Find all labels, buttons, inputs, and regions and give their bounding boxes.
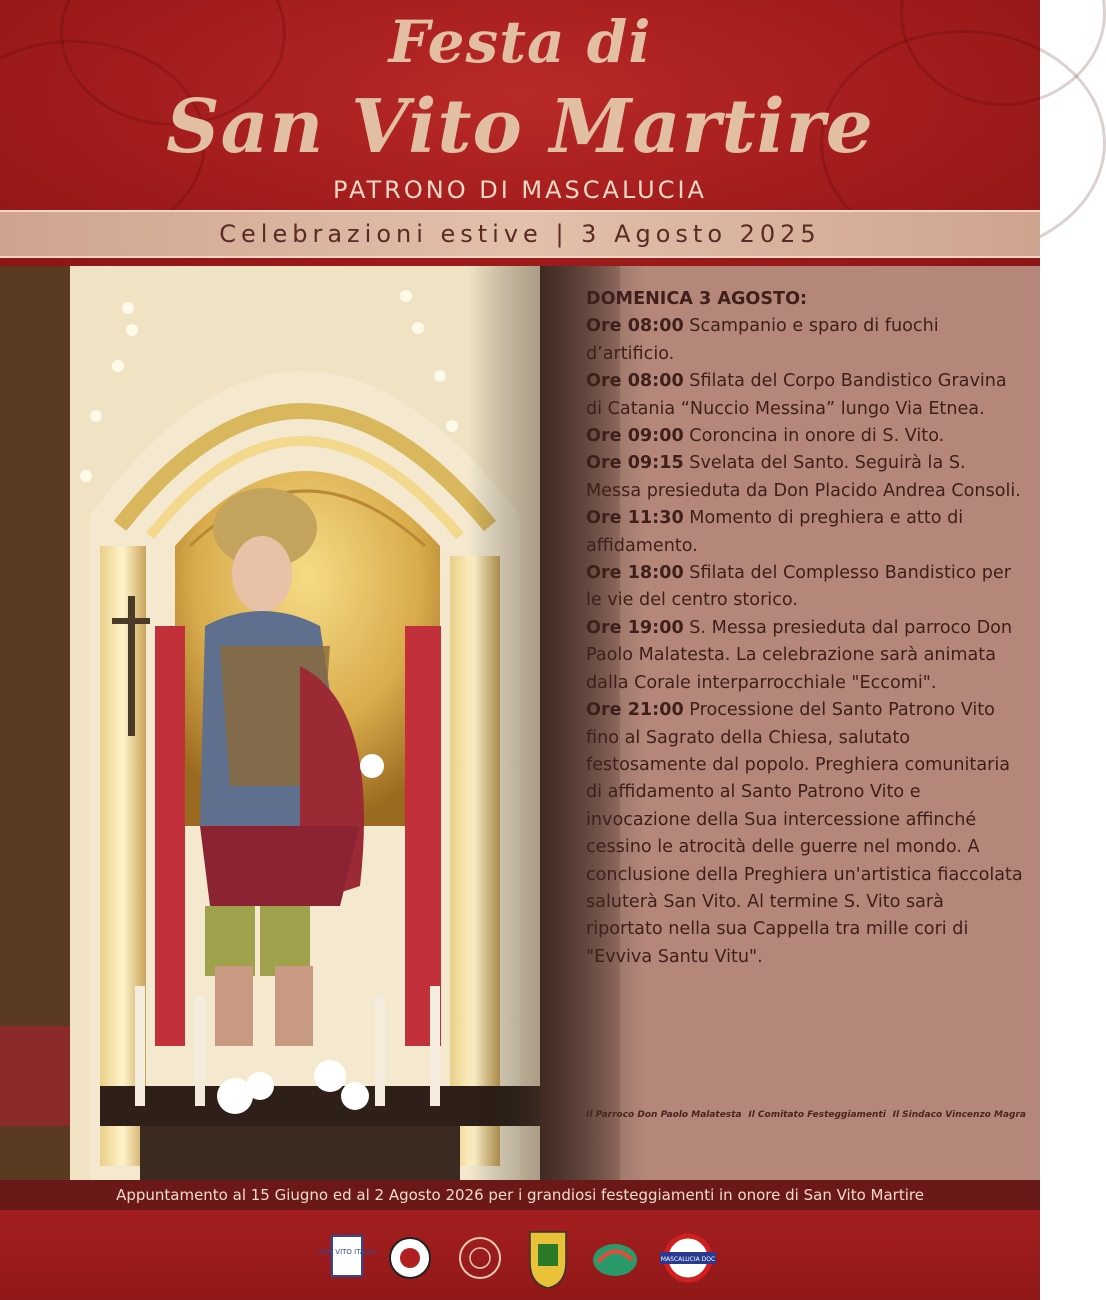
program-event: Ore 09:15 Svelata del Santo. Seguirà la S. Messa presieduta da Don Placido Andrea Consoli. <box>586 453 1021 501</box>
program-event: Ore 19:00 S. Messa presieduta dal parroco Don Paolo Malatesta. La celebrazione sarà animata dalla Corale interparrocchiale "Eccomi". <box>586 617 1013 693</box>
signature-comitato: Il Comitato Festeggiamenti <box>748 1110 886 1120</box>
program-event: Ore 21:00 Processione del Santo Patrono Vito fino al Sagrato della Chiesa, salutato festosamente dal popolo. Preghiera comunitaria di affidamento al Santo Patrono Vito e invocazione della Sua intercessione affinché cessino le atrocità delle guerre nel mondo. A conclusione della Preghiera un'artistica fiaccolata saluterà San Vito. Al termine S. Vito sarà riportato nella sua Cappella tra mille cori di "Evviva Santu Vitu". <box>586 700 1023 967</box>
title-line1: Festa di <box>388 8 652 76</box>
program-event: Ore 09:00 Coroncina in onore di S. Vito. <box>586 426 945 447</box>
svg-text:MASCALUCIA DOC: MASCALUCIA DOC <box>660 1256 716 1263</box>
program-event: Ore 18:00 Sfilata del Complesso Bandistico per le vie del centro storico. <box>586 563 1011 611</box>
footer <box>0 1210 1040 1300</box>
header <box>0 0 1040 268</box>
program-day: DOMENICA 3 AGOSTO: <box>586 289 808 309</box>
association-logo-1 <box>390 1238 430 1278</box>
sponsor-logos <box>318 1222 730 1292</box>
signatures <box>586 1110 1026 1120</box>
signature-parroco: Il Parroco Don Paolo Malatesta <box>586 1110 742 1120</box>
program-event: Ore 11:30 Momento di preghiera e atto di affidamento. <box>586 508 964 556</box>
title-line2: San Vito Martire <box>166 84 874 170</box>
san-vito-italia-logo <box>318 1236 375 1276</box>
bottom-note: Appuntamento al 15 Giugno ed al 2 Agosto 2026 per i grandiosi festeggiamenti in onore di San Vito Martire <box>0 1180 1040 1210</box>
pilgrimage-logo <box>593 1244 637 1276</box>
program-event: Ore 08:00 Scampanio e sparo di fuochi d’artificio. <box>586 316 939 364</box>
subtitle: PATRONO DI MASCALUCIA <box>333 176 707 204</box>
mascalucia-doc-logo <box>660 1236 716 1280</box>
municipal-crest-logo <box>530 1232 566 1288</box>
svg-text:SAN VITO ITALIA: SAN VITO ITALIA <box>318 1248 376 1256</box>
association-logo-2 <box>460 1238 500 1278</box>
signature-sindaco: Il Sindaco Vincenzo Magra <box>892 1110 1026 1120</box>
program-text <box>586 286 1026 971</box>
content-area <box>0 266 1040 1180</box>
date-band: Celebrazioni estive | 3 Agosto 2025 <box>0 210 1040 258</box>
program-event: Ore 08:00 Sfilata del Corpo Bandistico Gravina di Catania “Nuccio Messina” lungo Via Etnea. <box>586 371 1007 419</box>
